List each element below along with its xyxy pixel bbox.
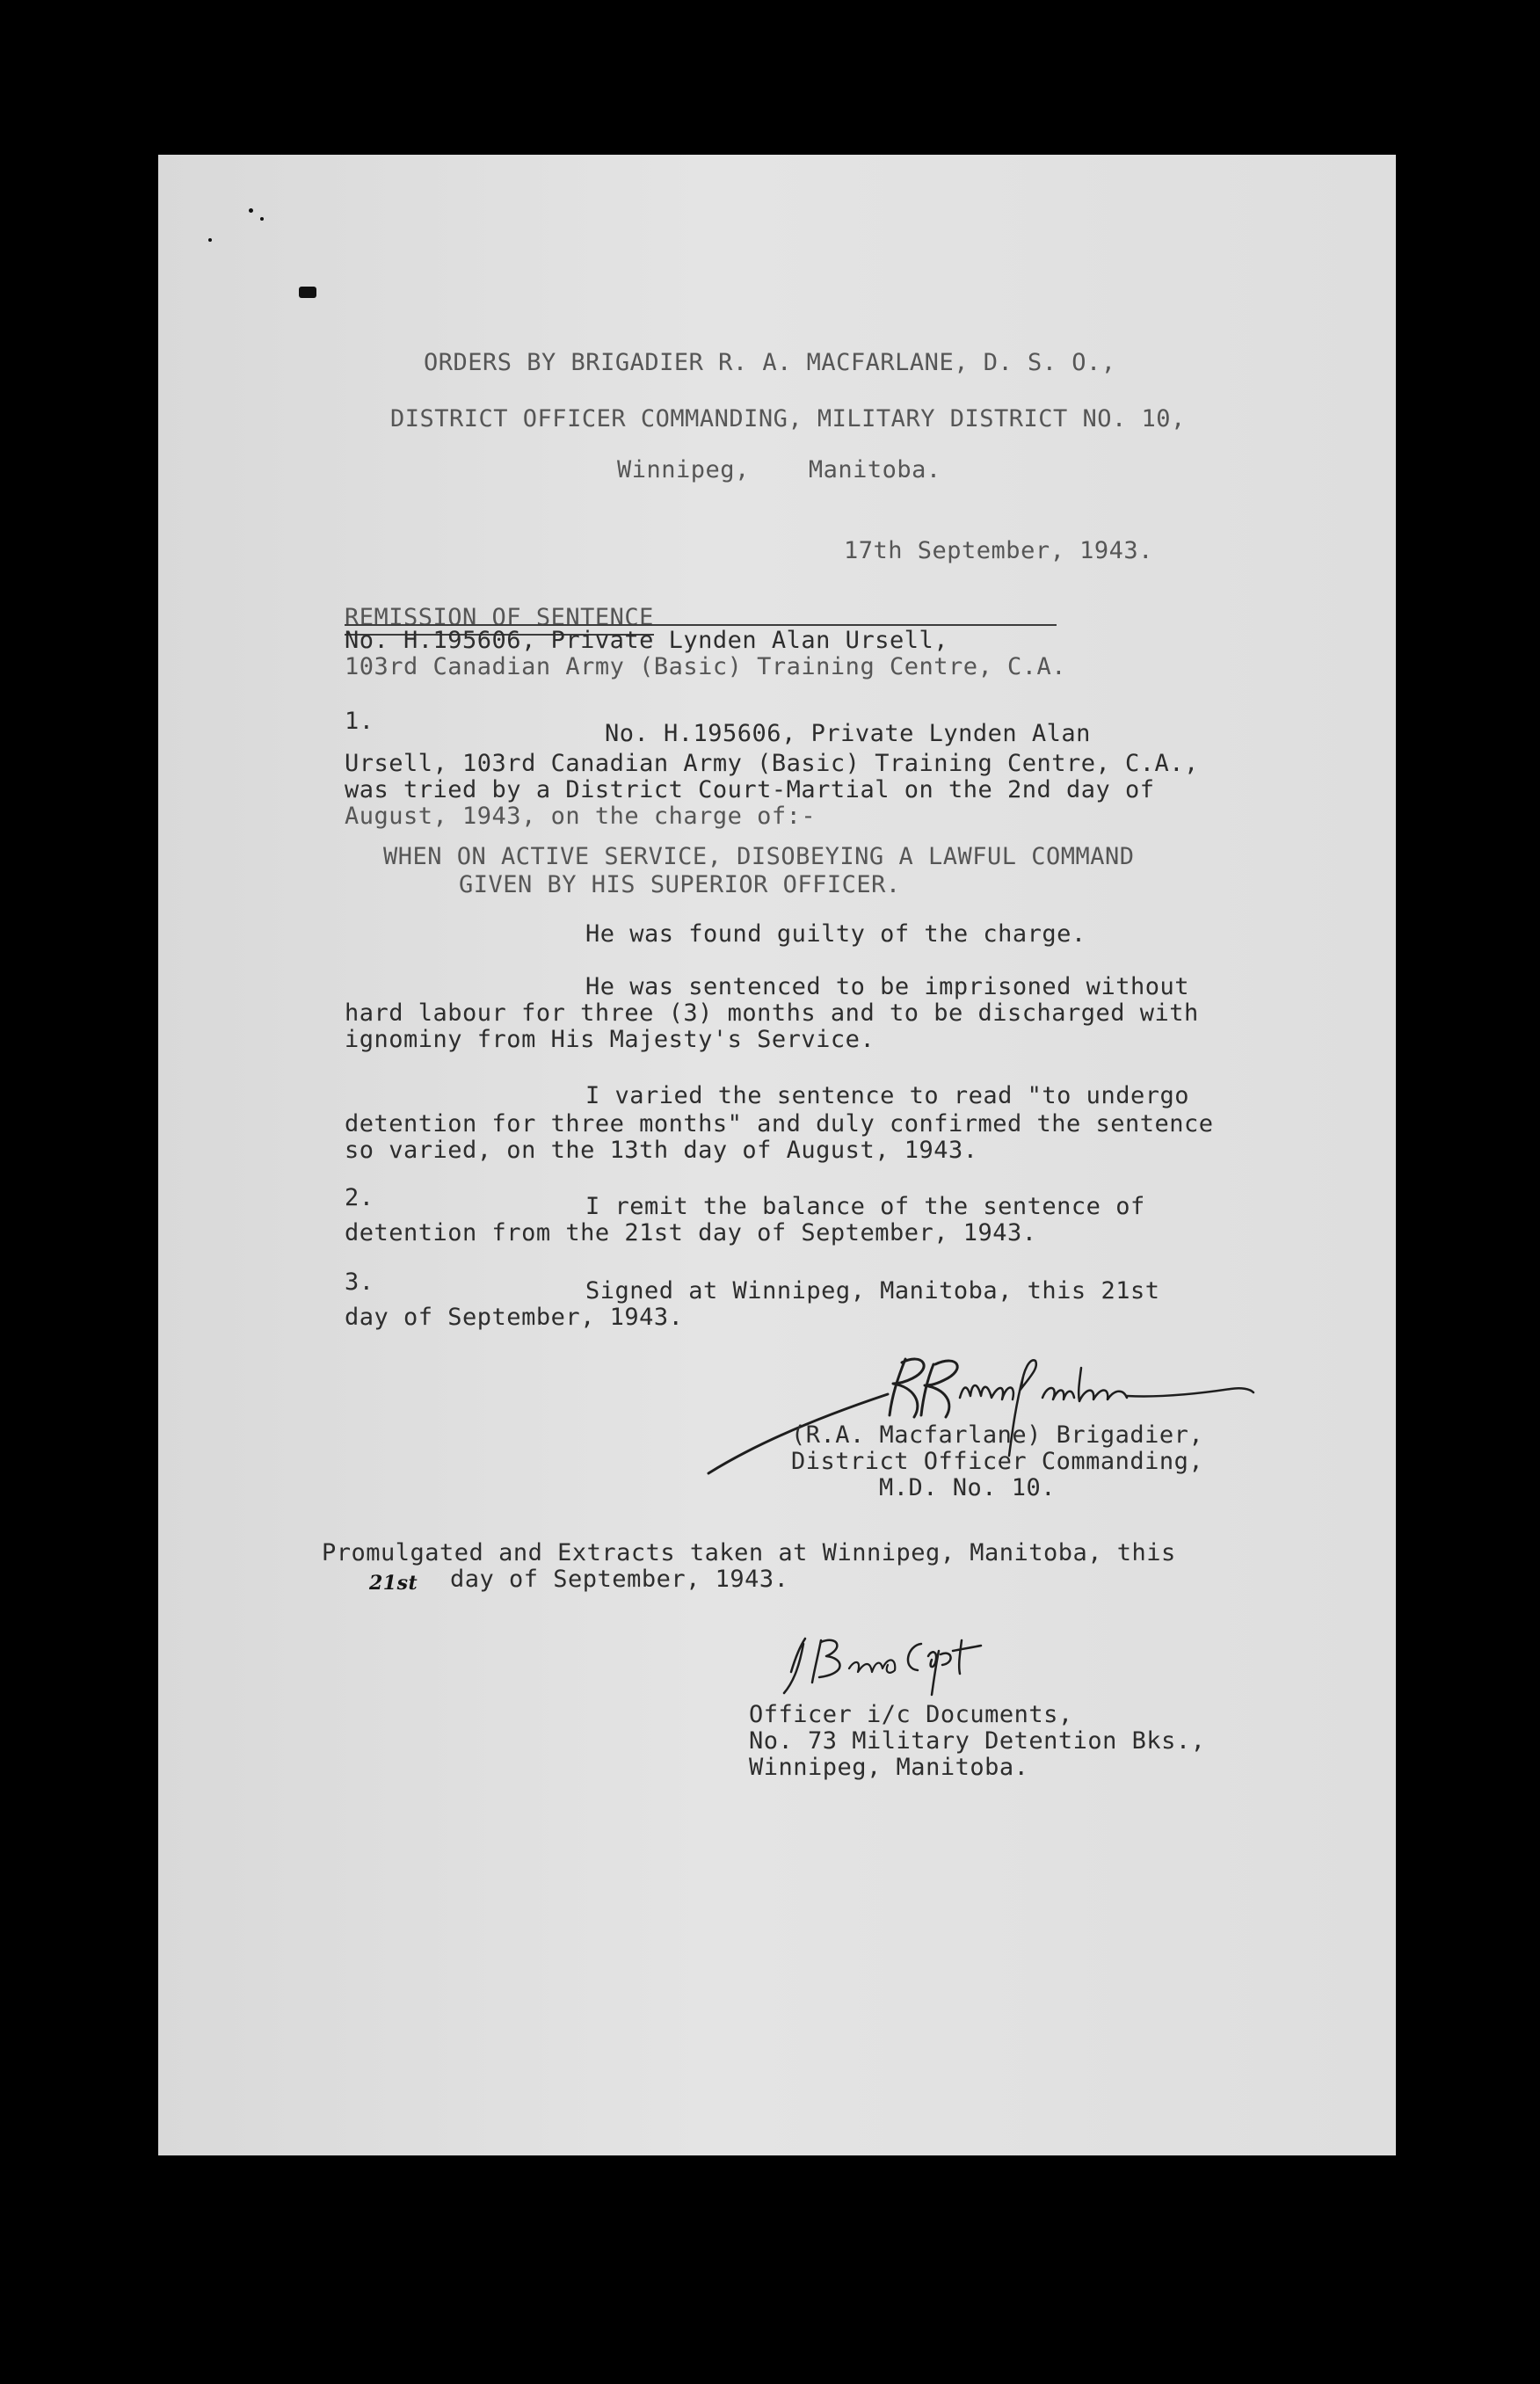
header-line-3: Winnipeg, Manitoba. <box>617 456 941 483</box>
subject-line-1: No. H.195606, Private Lynden Alan Ursell, <box>345 624 1057 656</box>
document-page <box>158 155 1396 2155</box>
ink-speck <box>208 238 212 242</box>
para-1-line-2: Ursell, 103rd Canadian Army (Basic) Training Centre, C.A., <box>345 750 1199 777</box>
finding-text: He was found guilty of the charge. <box>585 920 1086 948</box>
ink-blot <box>299 287 316 298</box>
sentence-line-2: hard labour for three (3) months and to be discharged with <box>345 999 1199 1027</box>
signatory-name: (R.A. Macfarlane) Brigadier, <box>791 1421 1204 1449</box>
sentence-line-1: He was sentenced to be imprisoned without <box>585 973 1189 1000</box>
ink-speck <box>249 208 253 213</box>
header-line-1: ORDERS BY BRIGADIER R. A. MACFARLANE, D. S. O., <box>424 349 1116 376</box>
header-line-2: DISTRICT OFFICER COMMANDING, MILITARY DISTRICT NO. 10, <box>390 405 1186 432</box>
para-1-line-4: August, 1943, on the charge of:- <box>345 803 817 830</box>
sentence-line-3: ignominy from His Majesty's Service. <box>345 1026 875 1053</box>
para-2-line-2: detention from the 21st day of September, 1943. <box>345 1219 1037 1247</box>
signatory-title: District Officer Commanding, <box>791 1448 1204 1475</box>
beaton-signature <box>774 1619 1037 1698</box>
varied-line-2: detention for three months" and duly confirmed the sentence <box>345 1110 1214 1137</box>
para-2-line-1: I remit the balance of the sentence of <box>585 1193 1145 1220</box>
order-date: 17th September, 1943. <box>844 537 1153 564</box>
charge-line-1: WHEN ON ACTIVE SERVICE, DISOBEYING A LAWFUL COMMAND <box>383 843 1135 870</box>
promulgation-line-1: Promulgated and Extracts taken at Winnipeg, Manitoba, this <box>322 1539 1176 1566</box>
officer-line-3: Winnipeg, Manitoba. <box>749 1754 1029 1781</box>
subject-title: REMISSION OF SENTENCE <box>345 603 654 636</box>
subject-line-2: 103rd Canadian Army (Basic) Training Centre, C.A. <box>345 653 1067 680</box>
charge-line-2: GIVEN BY HIS SUPERIOR OFFICER. <box>459 871 901 898</box>
para-1-number: 1. <box>345 708 374 735</box>
promulgation-line-2: day of September, 1943. <box>450 1566 789 1593</box>
para-2-number: 2. <box>345 1184 374 1211</box>
para-3-line-2: day of September, 1943. <box>345 1304 684 1331</box>
officer-line-1: Officer i/c Documents, <box>749 1701 1073 1728</box>
varied-line-1: I varied the sentence to read "to undergo <box>585 1082 1189 1109</box>
ink-speck <box>260 217 264 221</box>
varied-line-3: so varied, on the 13th day of August, 1943. <box>345 1137 978 1164</box>
para-3-line-1: Signed at Winnipeg, Manitoba, this 21st <box>585 1277 1160 1305</box>
para-3-number: 3. <box>345 1268 374 1296</box>
para-1-line-1: No. H.195606, Private Lynden Alan <box>605 720 1091 747</box>
para-1-line-3: was tried by a District Court-Martial on the 2nd day of <box>345 776 1155 803</box>
promulgation-day-handwritten: 21st <box>369 1572 418 1595</box>
officer-line-2: No. 73 Military Detention Bks., <box>749 1727 1206 1755</box>
signatory-district: M.D. No. 10. <box>879 1474 1057 1501</box>
